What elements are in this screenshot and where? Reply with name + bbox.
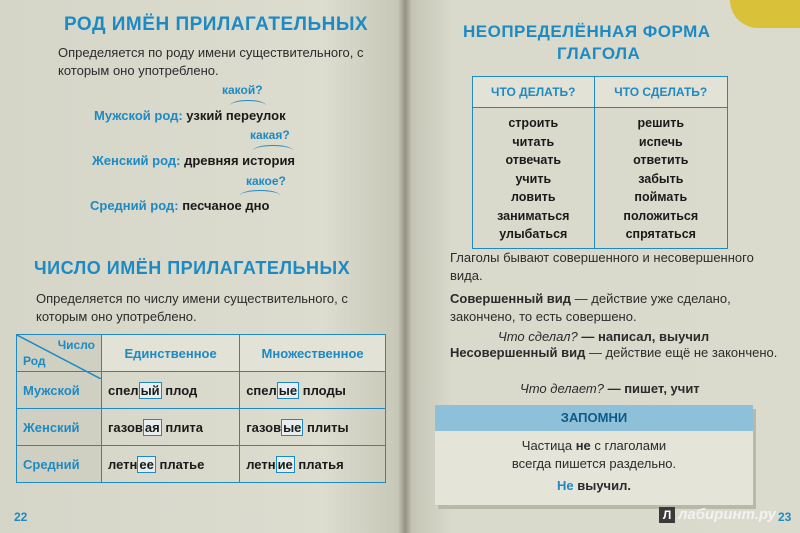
imperfective-list	[473, 108, 595, 249]
question-masc: какой?	[222, 83, 263, 97]
remember-header: ЗАПОМНИ	[435, 405, 753, 431]
perfect-words: — написал, выучил	[577, 329, 710, 344]
question-neut: какое?	[246, 174, 286, 188]
row-gender: Мужской	[17, 372, 102, 409]
word-noun: плиты	[307, 419, 349, 435]
word-noun: плита	[165, 419, 204, 435]
word-noun: плоды	[302, 382, 346, 398]
watermark	[659, 506, 776, 523]
title-infinitive-2: ГЛАГОЛА	[557, 44, 641, 63]
label-masc: Мужской род:	[94, 108, 183, 123]
imperfect-example	[520, 380, 700, 398]
number-table	[16, 334, 386, 483]
word-stem: спел	[108, 382, 139, 398]
cell-plural	[240, 372, 386, 409]
label-fem: Женский род:	[92, 153, 181, 168]
cell-plural	[240, 409, 386, 446]
cell-singular	[102, 446, 240, 483]
word-noun: плод	[165, 382, 198, 398]
table-corner	[17, 335, 102, 372]
word-stem: летн	[246, 456, 276, 472]
verb-item: улыбаться	[499, 227, 568, 241]
verb-item: учить	[515, 171, 552, 186]
perfect-definition	[450, 290, 780, 326]
perfect-question: Что сделал?	[498, 329, 578, 344]
verb-item: ответить	[633, 153, 689, 167]
title-gender: РОД ИМЁН ПРИЛАГАТЕЛЬНЫХ	[64, 14, 369, 35]
word-ending: ые	[283, 419, 302, 435]
row-gender: Женский	[17, 409, 102, 446]
perfect-def-text: — действие уже сделано, закончено, то есть совершено.	[450, 291, 731, 324]
phrase-masc: узкий переулок	[186, 108, 286, 123]
word-ending: ее	[139, 456, 154, 472]
verbs-table	[472, 76, 728, 249]
watermark-text: лабиринт.ру	[678, 506, 776, 523]
intro-number: Определяется по числу имени существительного, с которым оно употреблено.	[36, 291, 348, 324]
aspect-intro: Глаголы бывают совершенного и несовершенного вида.	[450, 250, 754, 283]
phrase-fem: древняя история	[184, 153, 296, 168]
word-noun: платье	[159, 456, 205, 472]
word-stem: спел	[246, 382, 277, 398]
imperfect-definition	[450, 344, 780, 362]
verb-item: читать	[512, 134, 555, 149]
perfective-list	[594, 108, 727, 249]
col-plural: Множественное	[240, 335, 386, 372]
corner-bottom-label: Род	[23, 354, 46, 368]
table-row	[17, 446, 386, 483]
title-number: ЧИСЛО ИМЁН ПРИЛАГАТЕЛЬНЫХ	[34, 258, 351, 278]
remember-line1	[435, 437, 753, 455]
col-imperfective: ЧТО ДЕЛАТЬ?	[473, 77, 595, 108]
example-particle: Не	[557, 478, 574, 493]
col-singular: Единственное	[102, 335, 240, 372]
verb-item: строить	[508, 116, 559, 130]
word-ending: ые	[278, 382, 298, 398]
rule-text: Частица	[521, 438, 576, 453]
title-infinitive-1: НЕОПРЕДЕЛЁННАЯ ФОРМА	[463, 22, 711, 41]
phrase-neut: песчаное дно	[182, 198, 270, 213]
word-stem: летн	[108, 456, 138, 472]
page-number-right: 23	[778, 510, 792, 524]
remember-line2: всегда пишется раздельно.	[511, 456, 677, 471]
example-neut	[90, 198, 269, 213]
verb-item: испечь	[638, 134, 683, 149]
word-ending: ие	[277, 456, 293, 472]
table-row	[17, 409, 386, 446]
example-verb: выучил.	[573, 478, 631, 493]
example-masc	[94, 108, 286, 123]
remember-example	[435, 477, 753, 495]
cell-singular	[102, 409, 240, 446]
col-perfective: ЧТО СДЕЛАТЬ?	[594, 77, 727, 108]
word-stem: газов	[246, 419, 282, 435]
word-noun: платья	[298, 456, 344, 472]
imperfect-term: Несовершенный вид	[450, 345, 586, 360]
book-gutter	[398, 0, 412, 533]
word-ending: ая	[144, 419, 160, 435]
verb-item: решить	[637, 116, 685, 130]
imperfect-def-text: — действие ещё не закончено.	[585, 345, 778, 360]
labirint-logo-icon: Л	[659, 507, 675, 523]
corner-top-label: Число	[57, 338, 95, 352]
verb-item: заниматься	[497, 208, 570, 223]
word-stem: газов	[108, 419, 143, 435]
row-gender: Средний	[17, 446, 102, 483]
imperfect-question: Что делает?	[520, 381, 604, 396]
word-ending: ый	[140, 382, 160, 398]
page-number-left: 22	[14, 510, 28, 524]
perfect-term: Совершенный вид	[450, 291, 572, 306]
verb-item: спрятаться	[625, 227, 696, 241]
verb-item: поймать	[634, 190, 688, 204]
verb-item: отвечать	[505, 153, 562, 167]
remember-box	[435, 405, 753, 505]
cell-singular	[102, 372, 240, 409]
imperfect-words: — пишет, учит	[603, 381, 700, 396]
label-neut: Средний род:	[90, 198, 179, 213]
cell-plural	[240, 446, 386, 483]
verb-item: забыть	[638, 171, 684, 186]
yellow-bookmark	[730, 0, 800, 28]
verb-item: положиться	[623, 208, 699, 223]
verb-item: ловить	[510, 190, 556, 204]
rule-text: с глаголами	[590, 438, 667, 453]
question-fem: какая?	[250, 128, 290, 142]
example-fem	[92, 153, 295, 168]
rule-particle: не	[575, 438, 591, 453]
intro-gender: Определяется по роду имени существительного, с которым оно употреблено.	[58, 45, 364, 78]
